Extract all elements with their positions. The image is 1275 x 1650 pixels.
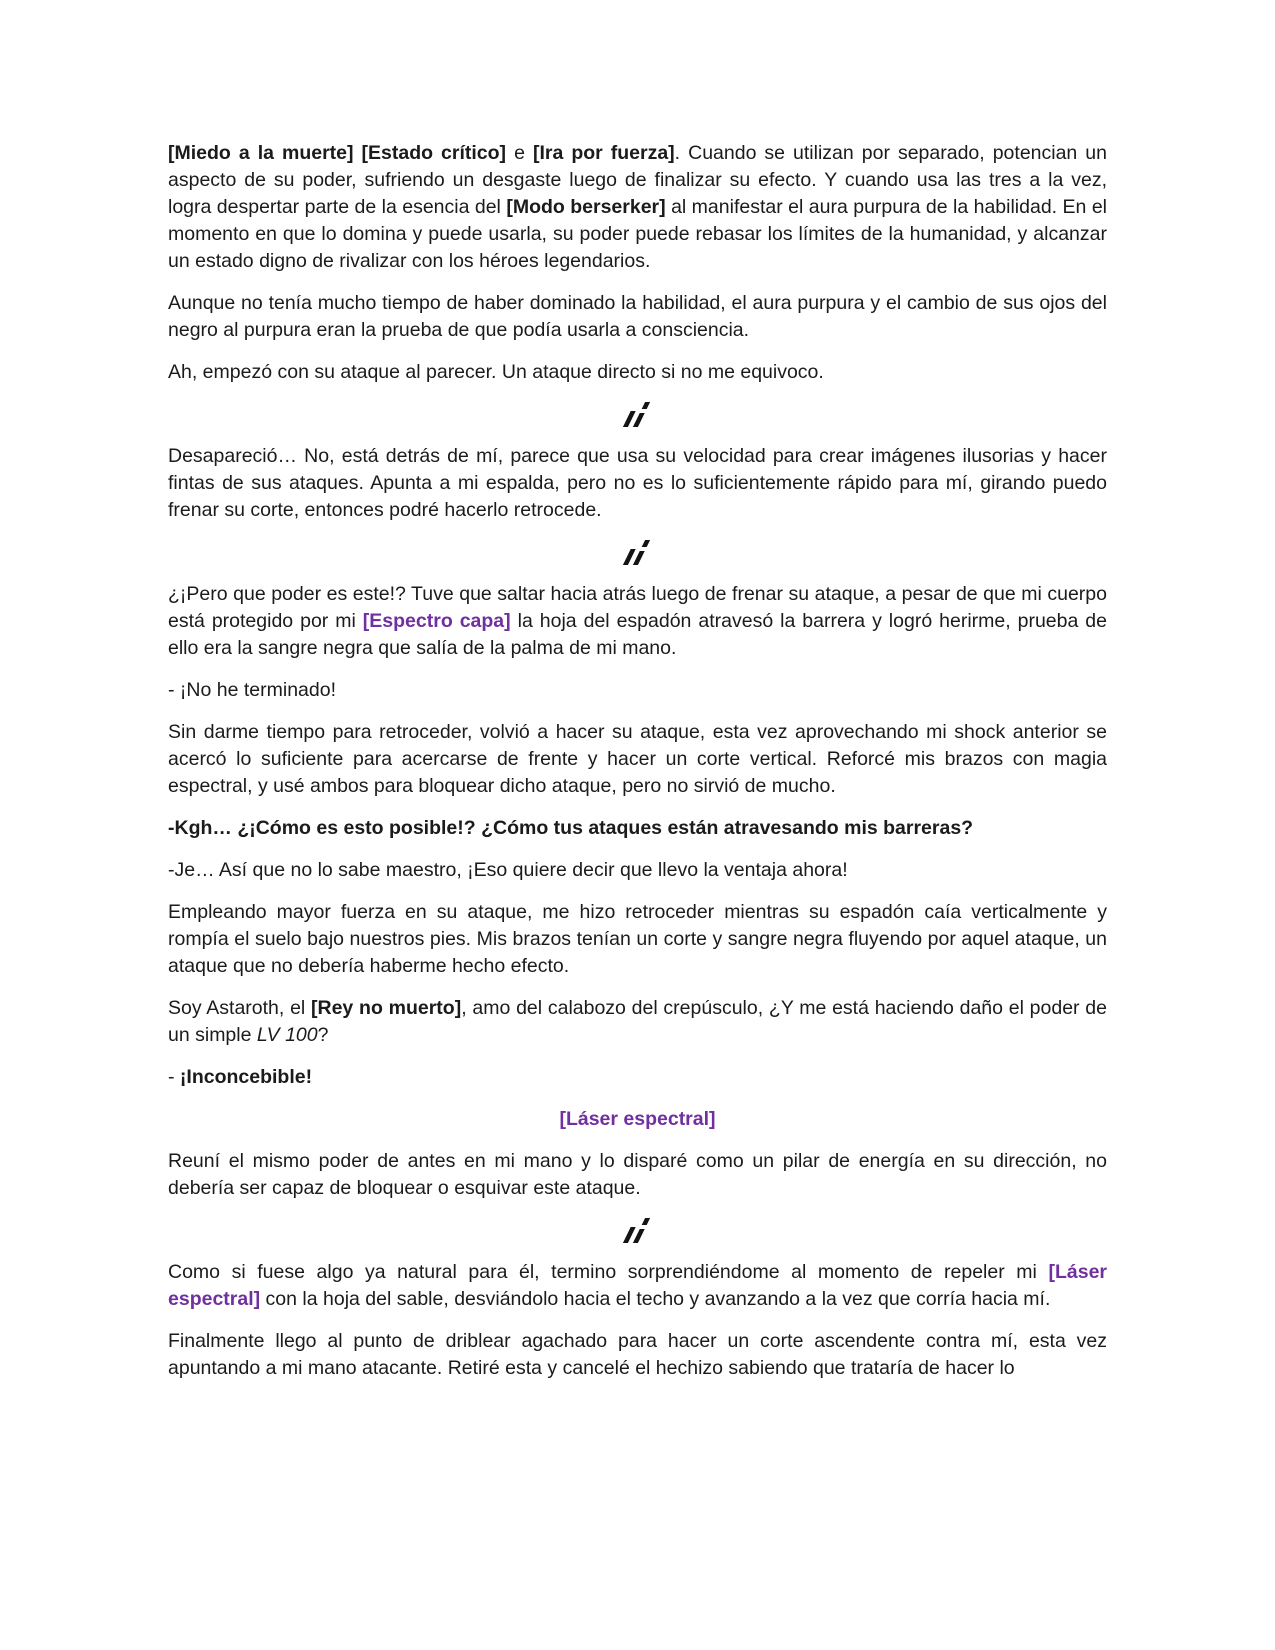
slanted-bars-divider-icon: [618, 1218, 656, 1243]
text-run: . Cuando se utilizan por separado, potencian un aspecto de su poder, sufriendo un desgaste luego de finalizar su efecto. Y cuando usa las tres a la vez, logra despertar parte de la esencia del: [168, 142, 1107, 218]
text-run: [Rey no muerto]: [311, 997, 462, 1019]
text-run: - ¡No he terminado!: [168, 679, 336, 701]
paragraph: [168, 1064, 1107, 1091]
text-run: [Láser espectral]: [168, 1261, 1107, 1310]
paragraph: [168, 1148, 1107, 1202]
scene-divider: [168, 539, 1107, 566]
text-run: ?: [317, 1024, 329, 1046]
paragraph: [168, 857, 1107, 884]
text-run: al manifestar el aura purpura de la habilidad. En el momento en que lo domina y puede usarla, su poder puede rebasar los límites de la humanidad, y alcanzar un estado digno de rivalizar con los héroes legendarios.: [168, 196, 1107, 272]
paragraph: [168, 1328, 1107, 1382]
paragraph: [168, 995, 1107, 1049]
text-run: con la hoja del sable, desviándolo hacia el techo y avanzando a la vez que corría hacia mí.: [260, 1288, 1051, 1310]
text-run: Reuní el mismo poder de antes en mi mano y lo disparé como un pilar de energía en su dirección, no debería ser capaz de bloquear o esquivar este ataque.: [168, 1150, 1107, 1199]
text-run: Empleando mayor fuerza en su ataque, me hizo retroceder mientras su espadón caía verticalmente y rompía el suelo bajo nuestros pies. Mis brazos tenían un corte y sangre negra fluyendo por aquel ataque, un ataque que no debería haberme hecho efecto.: [168, 901, 1107, 977]
text-run: -Je… Así que no lo sabe maestro, ¡Eso quiere decir que llevo la ventaja ahora!: [168, 859, 848, 881]
scene-divider: [168, 401, 1107, 428]
document-body: [168, 140, 1107, 1382]
slanted-bars-divider-icon: [618, 402, 656, 427]
text-run: Soy Astaroth, el: [168, 997, 312, 1019]
divider-bar: [641, 402, 649, 409]
paragraph: [168, 719, 1107, 800]
paragraph: [168, 677, 1107, 704]
paragraph: [168, 899, 1107, 980]
text-run: la hoja del espadón atravesó la barrera y logró herirme, prueba de ello era la sangre negra que salía de la palma de mi mano.: [168, 610, 1107, 659]
text-run: Como si fuese algo ya natural para él, termino sorprendiéndome al momento de repeler mi: [168, 1261, 1049, 1283]
text-run: LV 100: [256, 1024, 318, 1046]
text-run: Ah, empezó con su ataque al parecer. Un ataque directo si no me equivoco.: [168, 361, 824, 383]
paragraph: [168, 1259, 1107, 1313]
divider-bar: [632, 1229, 644, 1243]
paragraph: [168, 581, 1107, 662]
text-run: ¡Inconcebible!: [179, 1066, 313, 1088]
divider-bar: [641, 1218, 649, 1225]
text-run: Finalmente llego al punto de driblear agachado para hacer un corte ascendente contra mí, esta vez apuntando a mi mano atacante. Retiré esta y cancelé el hechizo sabiendo que trataría de hacer lo: [168, 1330, 1107, 1379]
text-run: [Espectro capa]: [362, 610, 511, 632]
paragraph: [168, 815, 1107, 842]
divider-bar: [632, 413, 644, 427]
text-run: , amo del calabozo del crepúsculo, ¿Y me está haciendo daño el poder de un simple: [168, 997, 1107, 1046]
divider-bar: [632, 551, 644, 565]
scene-divider: [168, 1217, 1107, 1244]
text-run: ¿¡Pero que poder es este!? Tuve que saltar hacia atrás luego de frenar su ataque, a pesar de que mi cuerpo está protegido por mi: [168, 583, 1107, 632]
text-run: Sin darme tiempo para retroceder, volvió a hacer su ataque, esta vez aprovechando mi shock anterior se acercó lo suficiente para acercarse de frente y hacer un corte vertical. Reforcé mis brazos con magia espectral, y usé ambos para bloquear dicho ataque, pero no sirvió de mucho.: [168, 721, 1107, 797]
text-run: e: [506, 142, 533, 164]
slanted-bars-divider-icon: [618, 540, 656, 565]
text-run: -: [168, 1066, 180, 1088]
paragraph: [168, 140, 1107, 275]
text-run: [Láser espectral]: [559, 1108, 716, 1130]
divider-bar: [641, 540, 649, 547]
text-run: Desapareció… No, está detrás de mí, parece que usa su velocidad para crear imágenes ilusorias y hacer fintas de sus ataques. Apunta a mi espalda, pero no es lo suficientemente rápido para mí, girando puedo frenar su corte, entonces podré hacerlo retrocede.: [168, 445, 1107, 521]
text-run: [Ira por fuerza]: [532, 142, 675, 164]
text-run: [Miedo a la muerte] [Estado crítico]: [168, 142, 507, 164]
paragraph: [168, 359, 1107, 386]
text-run: Aunque no tenía mucho tiempo de haber dominado la habilidad, el aura purpura y el cambio de sus ojos del negro al purpura eran la prueba de que podía usarla a consciencia.: [168, 292, 1107, 341]
skill-name-heading: [168, 1106, 1107, 1133]
paragraph: [168, 290, 1107, 344]
text-run: [Modo berserker]: [506, 196, 666, 218]
paragraph: [168, 443, 1107, 524]
text-run: -Kgh… ¿¡Cómo es esto posible!? ¿Cómo tus ataques están atravesando mis barreras?: [168, 817, 974, 839]
